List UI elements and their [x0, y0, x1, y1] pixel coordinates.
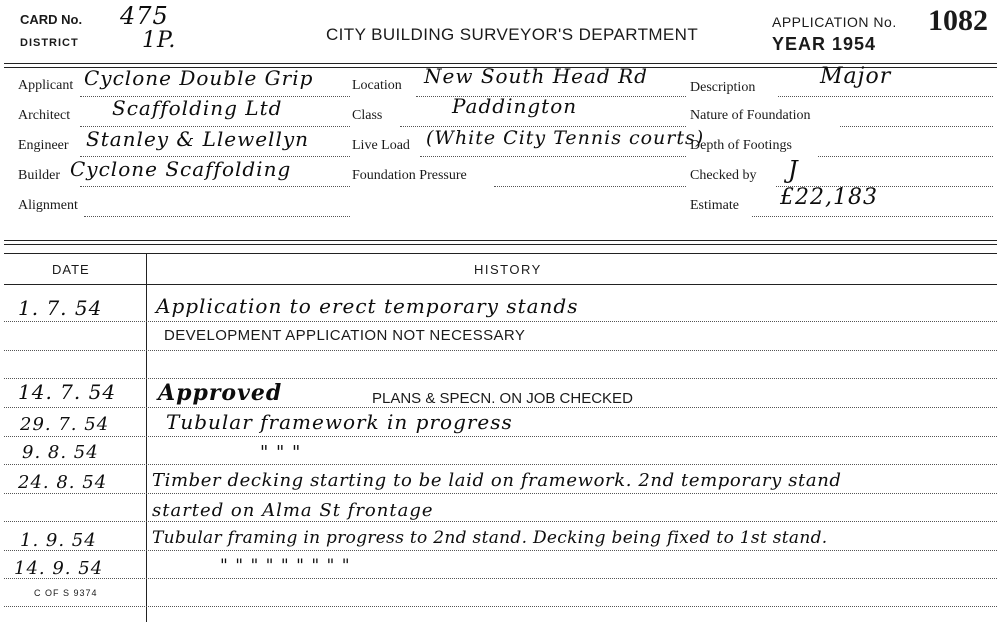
live-load-value: (White City Tennis courts) — [426, 127, 705, 149]
applicant-label: Applicant — [18, 78, 74, 93]
nature-of-foundation-label: Nature of Foundation — [690, 108, 811, 123]
builder-value: Cyclone Scaffolding — [70, 157, 292, 181]
history-date: 1. 9. 54 — [20, 530, 97, 551]
class-value: Paddington — [452, 94, 578, 118]
history-date: 9. 8. 54 — [22, 442, 99, 463]
history-column-header: HISTORY — [474, 262, 542, 277]
checked-by-label: Checked by — [690, 168, 757, 183]
application-no-label: APPLICATION No. — [772, 14, 897, 30]
history-date: 14. 7. 54 — [18, 380, 117, 404]
builder-label: Builder — [18, 168, 60, 183]
architect-value: Scaffolding Ltd — [112, 96, 283, 120]
description-value: Major — [820, 64, 892, 89]
history-date: 29. 7. 54 — [20, 414, 110, 435]
history-text: Application to erect temporary stands — [156, 294, 579, 318]
history-date: 14. 9. 54 — [14, 558, 104, 579]
alignment-label: Alignment — [18, 198, 78, 213]
year-label: YEAR 1954 — [772, 34, 877, 54]
history-stamp: PLANS & SPECN. ON JOB CHECKED — [372, 390, 633, 407]
card-no-value: 475 — [120, 2, 169, 30]
history-stamp: DEVELOPMENT APPLICATION NOT NECESSARY — [164, 327, 526, 344]
foundation-pressure-label: Foundation Pressure — [352, 168, 467, 183]
form-code: C OF S 9374 — [34, 588, 98, 598]
architect-label: Architect — [18, 108, 71, 123]
history-text: " " " " " " " " " — [220, 556, 351, 576]
history-text: " " " — [260, 442, 302, 463]
description-label: Description — [690, 80, 756, 95]
estimate-label: Estimate — [690, 198, 739, 213]
engineer-label: Engineer — [18, 138, 69, 153]
card-no-label: CARD No. — [20, 12, 83, 27]
history-text: Tubular framework in progress — [166, 410, 513, 434]
live-load-label: Live Load — [352, 138, 410, 153]
location-label: Location — [352, 78, 402, 93]
district-value: 1P. — [142, 28, 177, 53]
engineer-value: Stanley & Llewellyn — [86, 127, 310, 151]
estimate-value: £22,183 — [780, 185, 878, 210]
applicant-value: Cyclone Double Grip — [84, 66, 314, 90]
history-text: Timber decking starting to be laid on framework. 2nd temporary stand — [152, 470, 842, 491]
department-title: CITY BUILDING SURVEYOR'S DEPARTMENT — [326, 25, 699, 44]
history-text: started on Alma St frontage — [152, 500, 434, 521]
history-date: 1. 7. 54 — [18, 296, 103, 320]
application-no-value: 1082 — [928, 4, 988, 37]
date-column-header: DATE — [52, 262, 90, 277]
checked-by-value: J — [788, 156, 799, 184]
depth-of-footings-label: Depth of Footings — [690, 138, 792, 153]
history-text: Approved — [158, 380, 283, 406]
history-date: 24. 8. 54 — [18, 472, 108, 493]
history-text: Tubular framing in progress to 2nd stand. Decking being fixed to 1st stand. — [152, 528, 828, 548]
district-label: DISTRICT — [20, 37, 79, 49]
class-label: Class — [352, 108, 383, 123]
location-value: New South Head Rd — [424, 64, 648, 88]
